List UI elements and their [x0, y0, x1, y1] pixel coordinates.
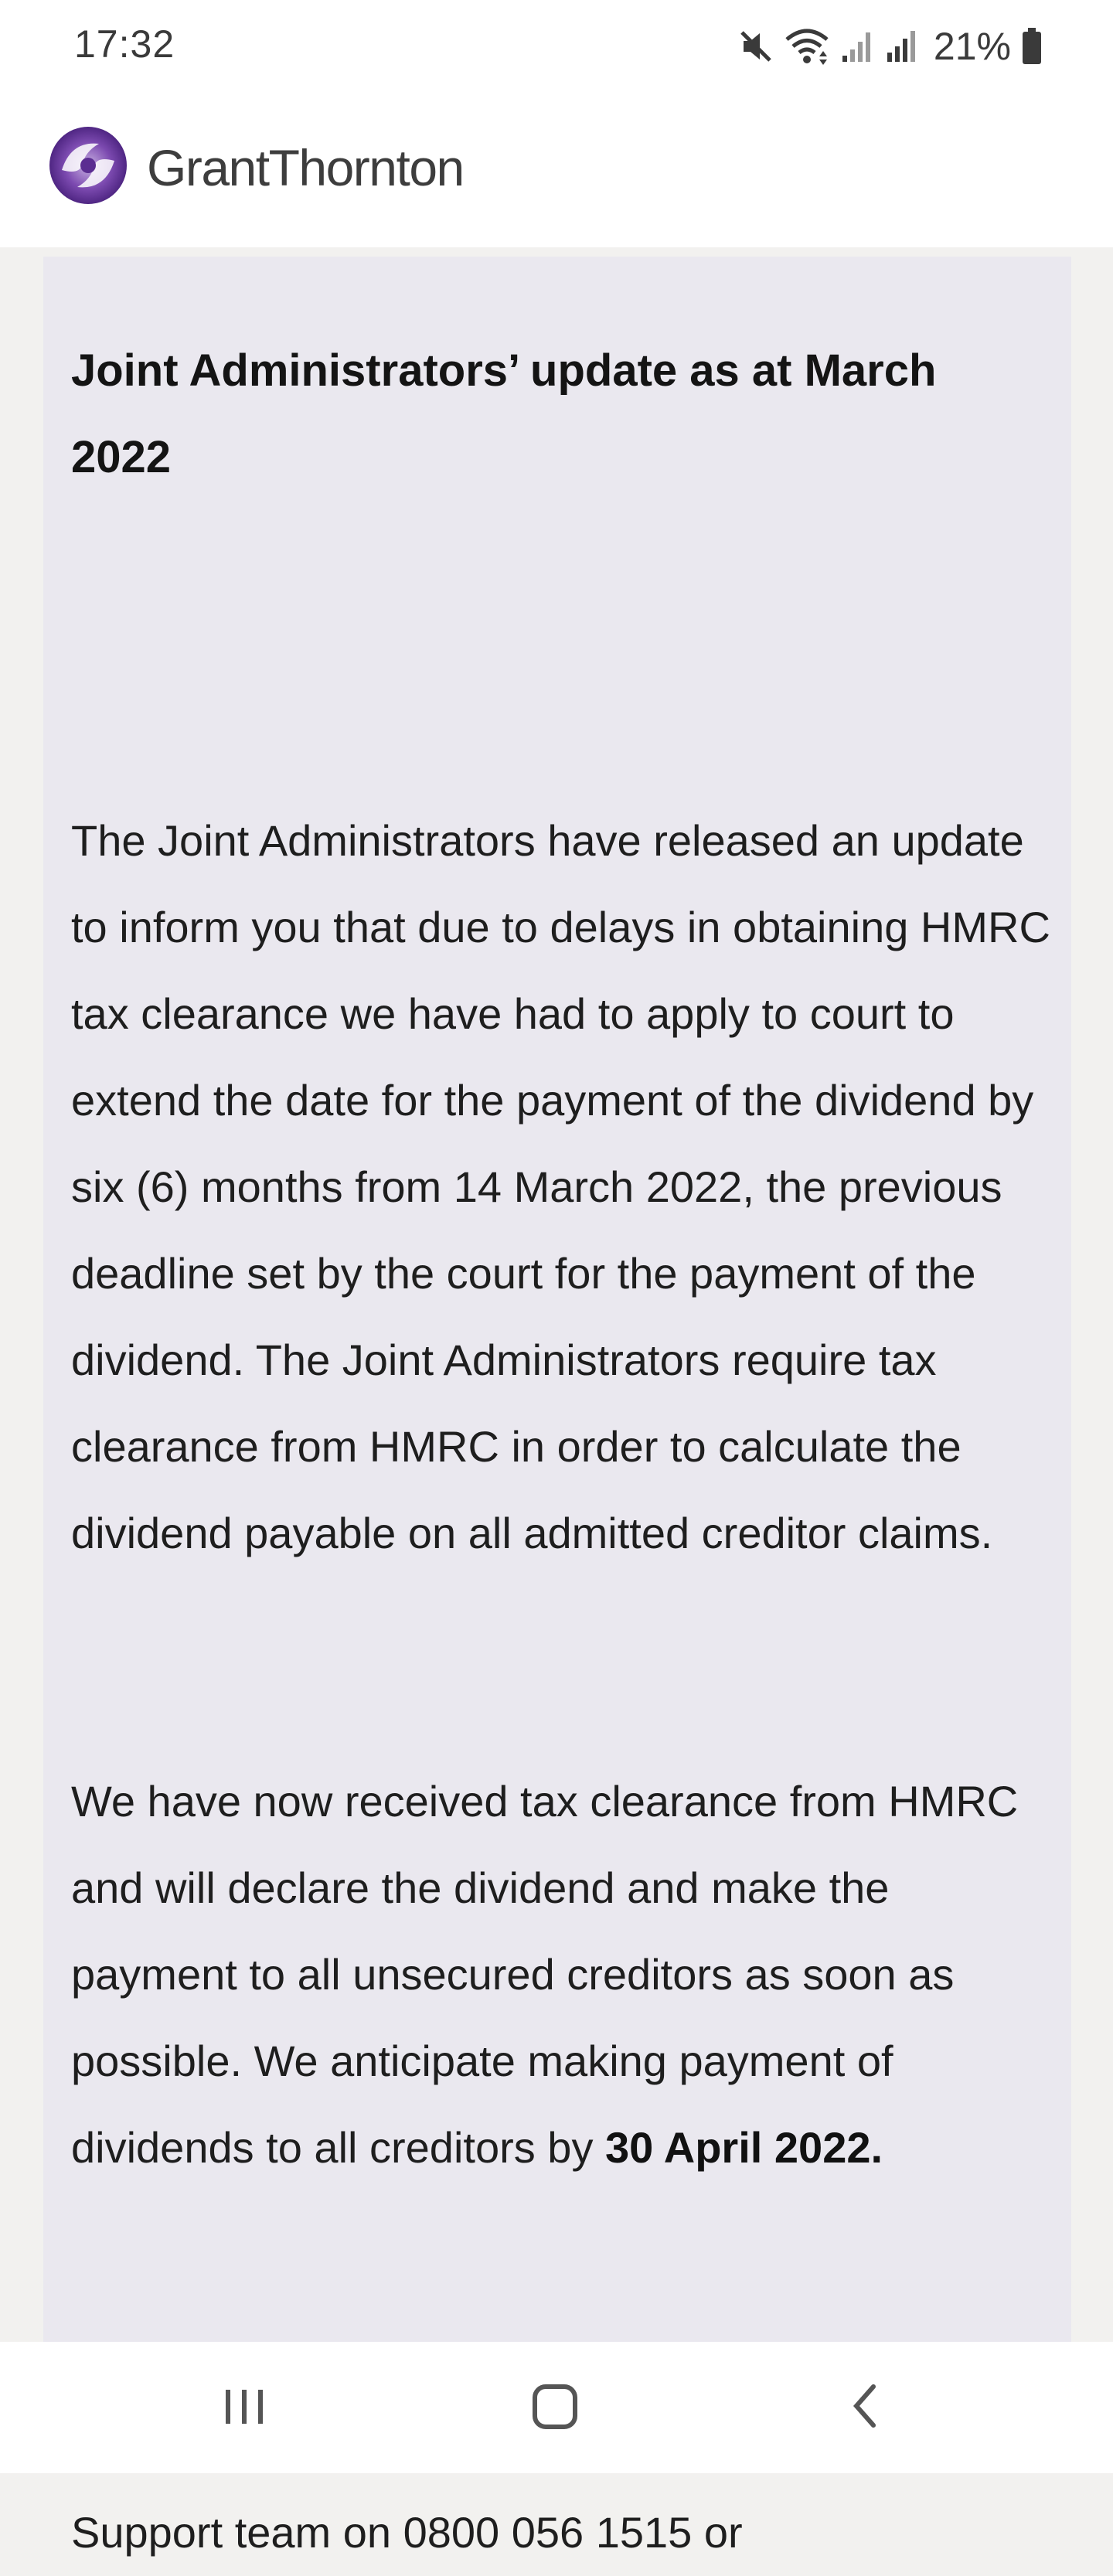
battery-icon: [1022, 28, 1042, 65]
battery-percent: 21%: [933, 25, 1011, 68]
home-icon[interactable]: [529, 2379, 583, 2437]
status-icons: [739, 22, 1042, 71]
grant-thornton-logo-icon: [48, 125, 128, 209]
paragraph-tax-clearance-text: We have now received tax clearance from HMRC and will declare the dividend and make the payment to all unsecured creditors as soon as possible. We anticipate making payment of dividends to all creditors by: [71, 1777, 1019, 2172]
update-card: [43, 257, 1071, 2557]
wifi-icon: [784, 27, 830, 66]
brand-logo[interactable]: [48, 125, 464, 209]
brand-name: GrantThornton: [147, 138, 464, 196]
back-icon[interactable]: [842, 2379, 889, 2437]
signal-icon: [886, 29, 920, 63]
recent-apps-icon[interactable]: [221, 2379, 267, 2437]
update-title: Joint Administrators’ update as at March 2022: [71, 345, 937, 482]
navigation-bar: [0, 2342, 1113, 2473]
signal-icon: [841, 29, 875, 63]
paragraph-tax-clearance: [71, 1758, 1057, 2191]
site-header: [0, 93, 1113, 247]
payment-deadline-date: 30 April 2022.: [605, 2123, 883, 2172]
status-time: 17:32: [74, 22, 175, 66]
mute-icon: [739, 28, 773, 65]
paragraph-contact: Support team on 0800 056 1515 or: [71, 2508, 743, 2557]
paragraph-dividend-extension: The Joint Administrators have released an update to inform you that due to delays in obtaining HMRC tax clearance we have had to apply to court to extend the date for the payment of the dividend by six (6) months from 14 March 2022, the previous deadline set by the court for the payment of the dividend. The Joint Administrators require tax clearance from HMRC in order to calculate the dividend payable on all admitted creditor claims.: [71, 816, 1050, 1557]
status-bar: [0, 0, 1113, 93]
